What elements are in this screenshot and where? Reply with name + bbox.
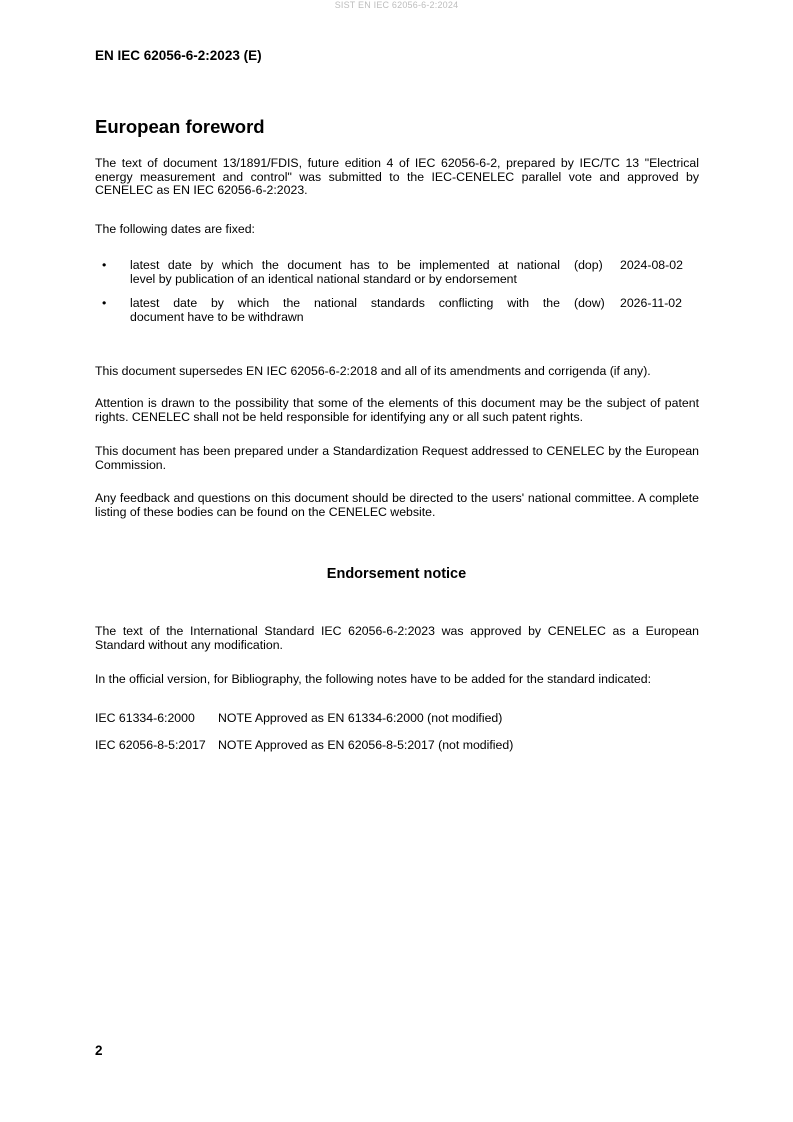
feedback-paragraph: Any feedback and questions on this document should be directed to the users' national committee. A complete listing of these bodies can be found on the CENELEC website.: [95, 491, 699, 519]
bibliography-standard: IEC 62056-8-5:2017: [95, 738, 206, 752]
foreword-heading: European foreword: [95, 116, 265, 137]
watermark: SIST EN IEC 62056-6-2:2024: [334, 0, 459, 10]
page-number: 2: [95, 1043, 103, 1058]
bibliography-note-row: [95, 739, 513, 753]
foreword-intro-paragraph: The text of document 13/1891/FDIS, future edition 4 of IEC 62056-6-2, prepared by IEC/TC 13 "Electrical energy measurement and control" was submitted to the IEC-CENELEC parallel vote and approved by CENELEC as EN IEC 62056-6-2:2023.: [95, 156, 699, 198]
date-value: 2026-11-02: [620, 296, 682, 310]
date-value: 2024-08-02: [620, 258, 683, 272]
date-description: [130, 259, 560, 286]
supersedes-paragraph: This document supersedes EN IEC 62056-6-2:2018 and all of its amendments and corrigenda (if any).: [95, 364, 651, 378]
bibliography-intro: In the official version, for Bibliography, the following notes have to be added for the standard indicated:: [95, 672, 651, 686]
standardization-request-paragraph: This document has been prepared under a Standardization Request addressed to CENELEC by the European Commission.: [95, 444, 699, 472]
bibliography-note: NOTE Approved as EN 62056-8-5:2017 (not modified): [218, 738, 514, 752]
patent-paragraph: Attention is drawn to the possibility that some of the elements of this document may be the subject of patent rights. CENELEC shall not be held responsible for identifying any or all such patent rights.: [95, 396, 699, 424]
date-code: (dop): [574, 258, 603, 272]
date-description-line2: document have to be withdrawn: [130, 309, 304, 324]
date-code: (dow): [574, 296, 605, 310]
bibliography-note: NOTE Approved as EN 61334-6:2000 (not modified): [218, 711, 503, 725]
date-description: [130, 297, 560, 324]
date-description-line2: level by publication of an identical national standard or by endorsement: [130, 271, 517, 286]
dates-intro: The following dates are fixed:: [95, 222, 255, 236]
document-identifier: EN IEC 62056-6-2:2023 (E): [95, 48, 262, 63]
bibliography-standard: IEC 61334-6:2000: [95, 711, 195, 725]
date-description-line1: latest date by which the document has to be implemented at national: [130, 258, 560, 272]
bibliography-note-row: [95, 712, 502, 726]
date-description-line1: latest date by which the national standards conflicting with the: [130, 296, 560, 310]
endorsement-heading: Endorsement notice: [326, 566, 467, 582]
endorsement-paragraph: The text of the International Standard IEC 62056-6-2:2023 was approved by CENELEC as a European Standard without any modification.: [95, 624, 699, 652]
bullet-icon: •: [102, 258, 107, 272]
bullet-icon: •: [102, 296, 107, 310]
